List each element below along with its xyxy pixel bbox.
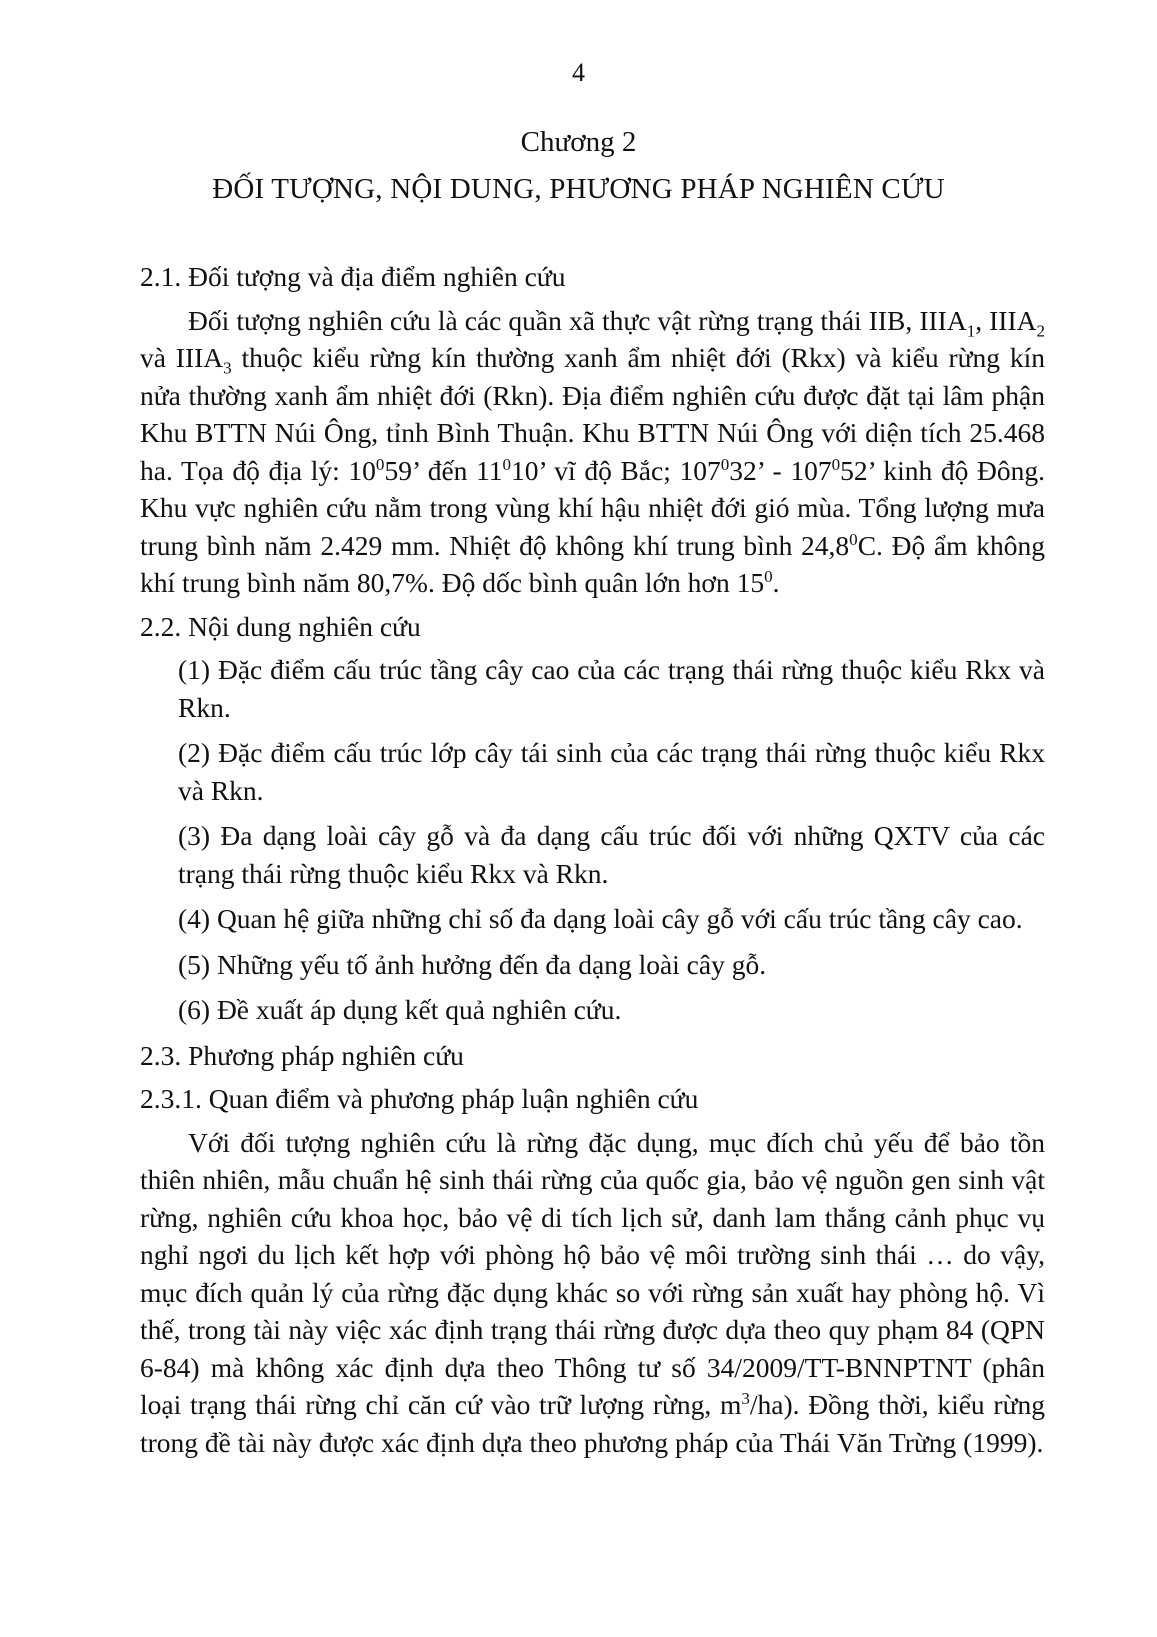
text-run: 10’ vĩ độ Bắc; 107 [511, 454, 721, 486]
list-item: (4) Quan hệ giữa những chỉ số đa dạng loài cây gỗ với cấu trúc tầng cây cao. [178, 903, 1023, 934]
list-item: (2) Đặc điểm cấu trúc lớp cây tái sinh của các trạng thái rừng thuộc kiểu Rkx và Rkn. [178, 737, 1045, 806]
section-heading-2-1: 2.1. Đối tượng và địa điểm nghiên cứu [140, 261, 566, 292]
superscript: 0 [720, 454, 730, 474]
text-run: và IIIA [140, 342, 224, 373]
list-item: (1) Đặc điểm cấu trúc tầng cây cao của các trạng thái rừng thuộc kiểu Rkx và Rkn. [178, 654, 1045, 723]
subscript: 2 [1036, 321, 1045, 340]
chapter-label: Chương 2 [520, 126, 637, 158]
text-run: C. Độ ẩm không khí trung bình năm 80,7%. Độ dốc bình quân lớn hơn 15 [140, 529, 1045, 598]
document-body [140, 258, 1045, 1467]
subscript: 1 [966, 321, 976, 340]
chapter-title: ĐỐI TƯỢNG, NỘI DUNG, PHƯƠNG PHÁP NGHIÊN CỨU [212, 173, 945, 205]
superscript: 0 [502, 454, 512, 474]
text-run: Với đối tượng nghiên cứu là rừng đặc dụng, mục đích chủ yếu để bảo tồn thiên nhiên, mẫu chuẩn hệ sinh thái rừng của quốc gia, bảo vệ nguồn gen sinh vật rừng, nghiên cứu khoa học, bảo vệ di tích lịch sử, danh lam thắng cảnh phục vụ nghỉ ngơi du lịch kết hợp với phòng hộ bảo vệ môi trường sinh thái … do vậy, mục đích quản lý của rừng đặc dụng khác so với rừng sản xuất hay phòng hộ. Vì thế, trong tài này việc xác định trạng thái rừng được dựa theo quy phạm 84 (QPN 6-84) mà không xác định dựa theo Thông tư số 34/2009/TT-BNNPTNT (phân loại trạng thái rừng chỉ căn cứ vào trữ lượng rừng, m [140, 1126, 1045, 1420]
text-run: /ha). Đồng thời, kiểu rừng trong đề tài này được xác định dựa theo phương pháp của Thái Văn Trừng (1999). [140, 1389, 1045, 1458]
section-heading-2-3: 2.3. Phương pháp nghiên cứu [140, 1039, 464, 1071]
text-run: 52’ kinh độ Đông. Khu vực nghiên cứu nằm trong vùng khí hậu nhiệt đới gió mùa. Tổng lượng mưa trung bình năm 2.429 mm. Nhiệt độ không khí trung bình 24,8 [140, 454, 1046, 561]
section-heading-2-2: 2.2. Nội dung nghiên cứu [140, 610, 421, 642]
list-item: (5) Những yếu tố ảnh hưởng đến đa dạng loài cây gỗ. [178, 948, 767, 980]
text-run: . [772, 567, 780, 598]
paragraph-study-object [140, 302, 1045, 602]
text-run: , IIIA [975, 304, 1037, 336]
superscript: 3 [741, 1388, 750, 1408]
superscript: 0 [764, 566, 773, 586]
superscript: 0 [375, 454, 385, 474]
superscript: 0 [849, 529, 858, 549]
page-number: 4 [572, 58, 585, 87]
text-run: 59’ đến 11 [384, 454, 503, 486]
text-run: thuộc kiểu rừng kín thường xanh ẩm nhiệt đới (Rkx) và kiểu rừng kín nửa thường xanh ẩm nhiệt đới (Rkn). Địa điểm nghiên cứu được đặt tại lâm phận Khu BTTN Núi Ông, tỉnh Bình Thuận. Khu BTTN Núi Ông với diện tích 25.468 ha. Tọa độ địa lý: 10 [140, 342, 1045, 486]
subscript: 3 [223, 358, 232, 378]
text-run: Đối tượng nghiên cứu là các quần xã thực vật rừng trạng thái IIB, IIIA [188, 304, 967, 336]
text-run: 32’ - 107 [729, 454, 832, 486]
list-item: (3) Đa dạng loài cây gỗ và đa dạng cấu trúc đối với những QXTV của các trạng thái rừng thuộc kiểu Rkx và Rkn. [178, 820, 1045, 889]
subsection-heading-2-3-1: 2.3.1. Quan điểm và phương pháp luận nghiên cứu [140, 1083, 699, 1114]
superscript: 0 [831, 454, 841, 474]
list-item: (6) Đề xuất áp dụng kết quả nghiên cứu. [178, 994, 622, 1025]
paragraph-methodology [140, 1124, 1045, 1462]
